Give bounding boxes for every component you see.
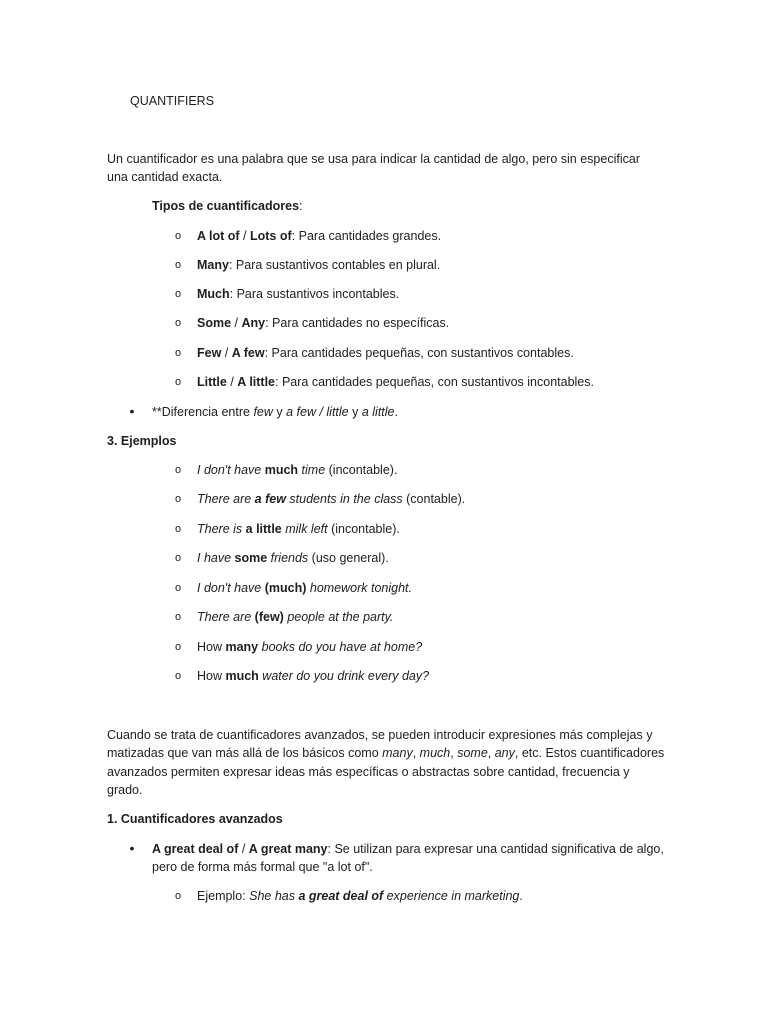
example-key: some: [234, 551, 268, 565]
circle-bullet-icon: o: [174, 376, 182, 388]
difference-note: [152, 404, 398, 420]
intro-text: , etc. Estos cuantificadores: [514, 746, 665, 760]
advanced-desc: : Se utilizan para expresar una cantidad significativa de algo,: [327, 842, 664, 856]
example-post: homework tonight.: [306, 581, 412, 595]
circle-bullet-icon: o: [174, 230, 182, 242]
example-post: people at the party.: [283, 610, 394, 624]
difference-joiner: y: [348, 405, 362, 419]
circle-bullet-icon: o: [174, 317, 182, 329]
advanced-example-key: a great deal of: [298, 889, 384, 903]
intro-line-1: Un cuantificador es una palabra que se usa para indicar la cantidad de algo, pero sin especificar: [107, 152, 640, 166]
intro-text: matizadas que van más allá de los básicos como: [107, 746, 383, 760]
circle-bullet-icon: o: [174, 493, 182, 505]
difference-end: .: [394, 405, 398, 419]
advanced-example: [197, 888, 523, 904]
circle-bullet-icon: o: [174, 582, 182, 594]
type-item: [197, 315, 449, 331]
circle-bullet-icon: o: [174, 670, 182, 682]
intro-comma: ,: [450, 746, 458, 760]
circle-bullet-icon: o: [174, 523, 182, 535]
intro-word: much: [419, 746, 451, 760]
types-heading: Tipos de cuantificadores:: [152, 199, 303, 213]
intro-word: any: [494, 746, 515, 760]
advanced-example-post: experience in marketing: [383, 889, 520, 903]
type-term: A little: [237, 375, 276, 389]
example-item: [197, 462, 397, 478]
advanced-sep: /: [238, 842, 249, 856]
difference-joiner: y: [272, 405, 287, 419]
example-item: [197, 580, 412, 596]
type-item: [197, 374, 594, 390]
intro-comma: ,: [487, 746, 495, 760]
example-post: milk left: [281, 522, 328, 536]
advanced-item-line-2: pero de forma más formal que "a lot of".: [152, 860, 373, 874]
intro-comma: ,: [412, 746, 420, 760]
type-item: [197, 286, 399, 302]
intro-line-2: una cantidad exacta.: [107, 170, 223, 184]
type-desc: : Para cantidades grandes.: [291, 229, 442, 243]
intro-word: some: [457, 746, 488, 760]
type-term: Many: [197, 258, 229, 272]
type-desc: : Para cantidades pequeñas, con sustantivos incontables.: [275, 375, 594, 389]
type-term: Any: [241, 316, 266, 330]
example-pre: How: [197, 669, 226, 683]
advanced-heading-text: 1. Cuantificadores avanzados: [107, 812, 283, 826]
type-sep: /: [221, 346, 232, 360]
advanced-item-line-1: [152, 841, 664, 857]
type-sep: /: [226, 375, 238, 389]
type-desc: : Para cantidades no específicas.: [265, 316, 450, 330]
example-post: students in the class: [285, 492, 403, 506]
type-term: Little: [197, 375, 227, 389]
example-note: (incontable).: [325, 463, 398, 477]
type-desc: : Para cantidades pequeñas, con sustantivos contables.: [264, 346, 574, 360]
type-term: A few: [231, 346, 265, 360]
example-pre: How: [197, 640, 226, 654]
difference-prefix: **Diferencia entre: [152, 405, 254, 419]
example-key: many: [225, 640, 259, 654]
circle-bullet-icon: o: [174, 347, 182, 359]
examples-heading: [107, 433, 176, 449]
disc-bullet-icon: •: [129, 403, 135, 419]
type-item: [197, 345, 574, 361]
circle-bullet-icon: o: [174, 641, 182, 653]
types-heading-text: Tipos de cuantificadores: [152, 199, 300, 213]
example-key: (few): [254, 610, 284, 624]
difference-term: few: [253, 405, 273, 419]
type-term: Few: [197, 346, 222, 360]
type-item: [197, 228, 441, 244]
example-pre: There are: [197, 492, 255, 506]
example-pre: There are: [197, 610, 255, 624]
example-key: much: [225, 669, 259, 683]
advanced-example-label: Ejemplo:: [197, 889, 250, 903]
intro-word: many: [382, 746, 413, 760]
example-item: [197, 550, 389, 566]
advanced-term: A great many: [248, 842, 328, 856]
circle-bullet-icon: o: [174, 552, 182, 564]
example-key: a little: [245, 522, 282, 536]
examples-heading-text: 3. Ejemplos: [107, 434, 177, 448]
type-sep: /: [239, 229, 250, 243]
type-desc: : Para sustantivos contables en plural.: [228, 258, 441, 272]
advanced-intro-line-3: avanzados permiten expresar ideas más específicas o abstractas sobre cantidad, frecuencia y: [107, 765, 630, 779]
type-term: Much: [197, 287, 230, 301]
example-key: a few: [254, 492, 286, 506]
example-item: [197, 609, 393, 625]
type-term: A lot of: [197, 229, 240, 243]
example-item: [197, 639, 422, 655]
example-key: (much): [264, 581, 307, 595]
circle-bullet-icon: o: [174, 611, 182, 623]
example-item: [197, 521, 400, 537]
difference-term: a little: [361, 405, 395, 419]
circle-bullet-icon: o: [174, 464, 182, 476]
example-post: water do you drink every day?: [258, 669, 430, 683]
example-item: [197, 668, 429, 684]
advanced-heading: [107, 811, 283, 827]
advanced-intro-line-1: Cuando se trata de cuantificadores avanzados, se pueden introducir expresiones más complejas y: [107, 728, 653, 742]
type-term: Some: [197, 316, 232, 330]
example-pre: There is: [197, 522, 246, 536]
example-pre: I don't have: [197, 463, 265, 477]
advanced-term: A great deal of: [152, 842, 239, 856]
example-post: books do you have at home?: [258, 640, 423, 654]
example-note: (uso general).: [308, 551, 389, 565]
circle-bullet-icon: o: [174, 890, 182, 902]
example-key: much: [264, 463, 299, 477]
advanced-intro-line-2: [107, 745, 664, 761]
example-post: friends: [267, 551, 309, 565]
type-sep: /: [231, 316, 242, 330]
advanced-example-pre: She has: [249, 889, 299, 903]
doc-title: QUANTIFIERS: [130, 94, 215, 108]
example-item: [197, 491, 465, 507]
circle-bullet-icon: o: [174, 288, 182, 300]
advanced-intro-line-4: grado.: [107, 783, 143, 797]
example-note: (contable).: [402, 492, 466, 506]
example-note: (incontable).: [327, 522, 400, 536]
type-term: Lots of: [250, 229, 292, 243]
advanced-example-end: .: [519, 889, 523, 903]
difference-term: a few / little: [286, 405, 349, 419]
example-pre: I have: [197, 551, 235, 565]
example-post: time: [298, 463, 326, 477]
example-pre: I don't have: [197, 581, 265, 595]
circle-bullet-icon: o: [174, 259, 182, 271]
type-item: [197, 257, 440, 273]
type-desc: : Para sustantivos incontables.: [229, 287, 400, 301]
disc-bullet-icon: •: [129, 840, 135, 856]
